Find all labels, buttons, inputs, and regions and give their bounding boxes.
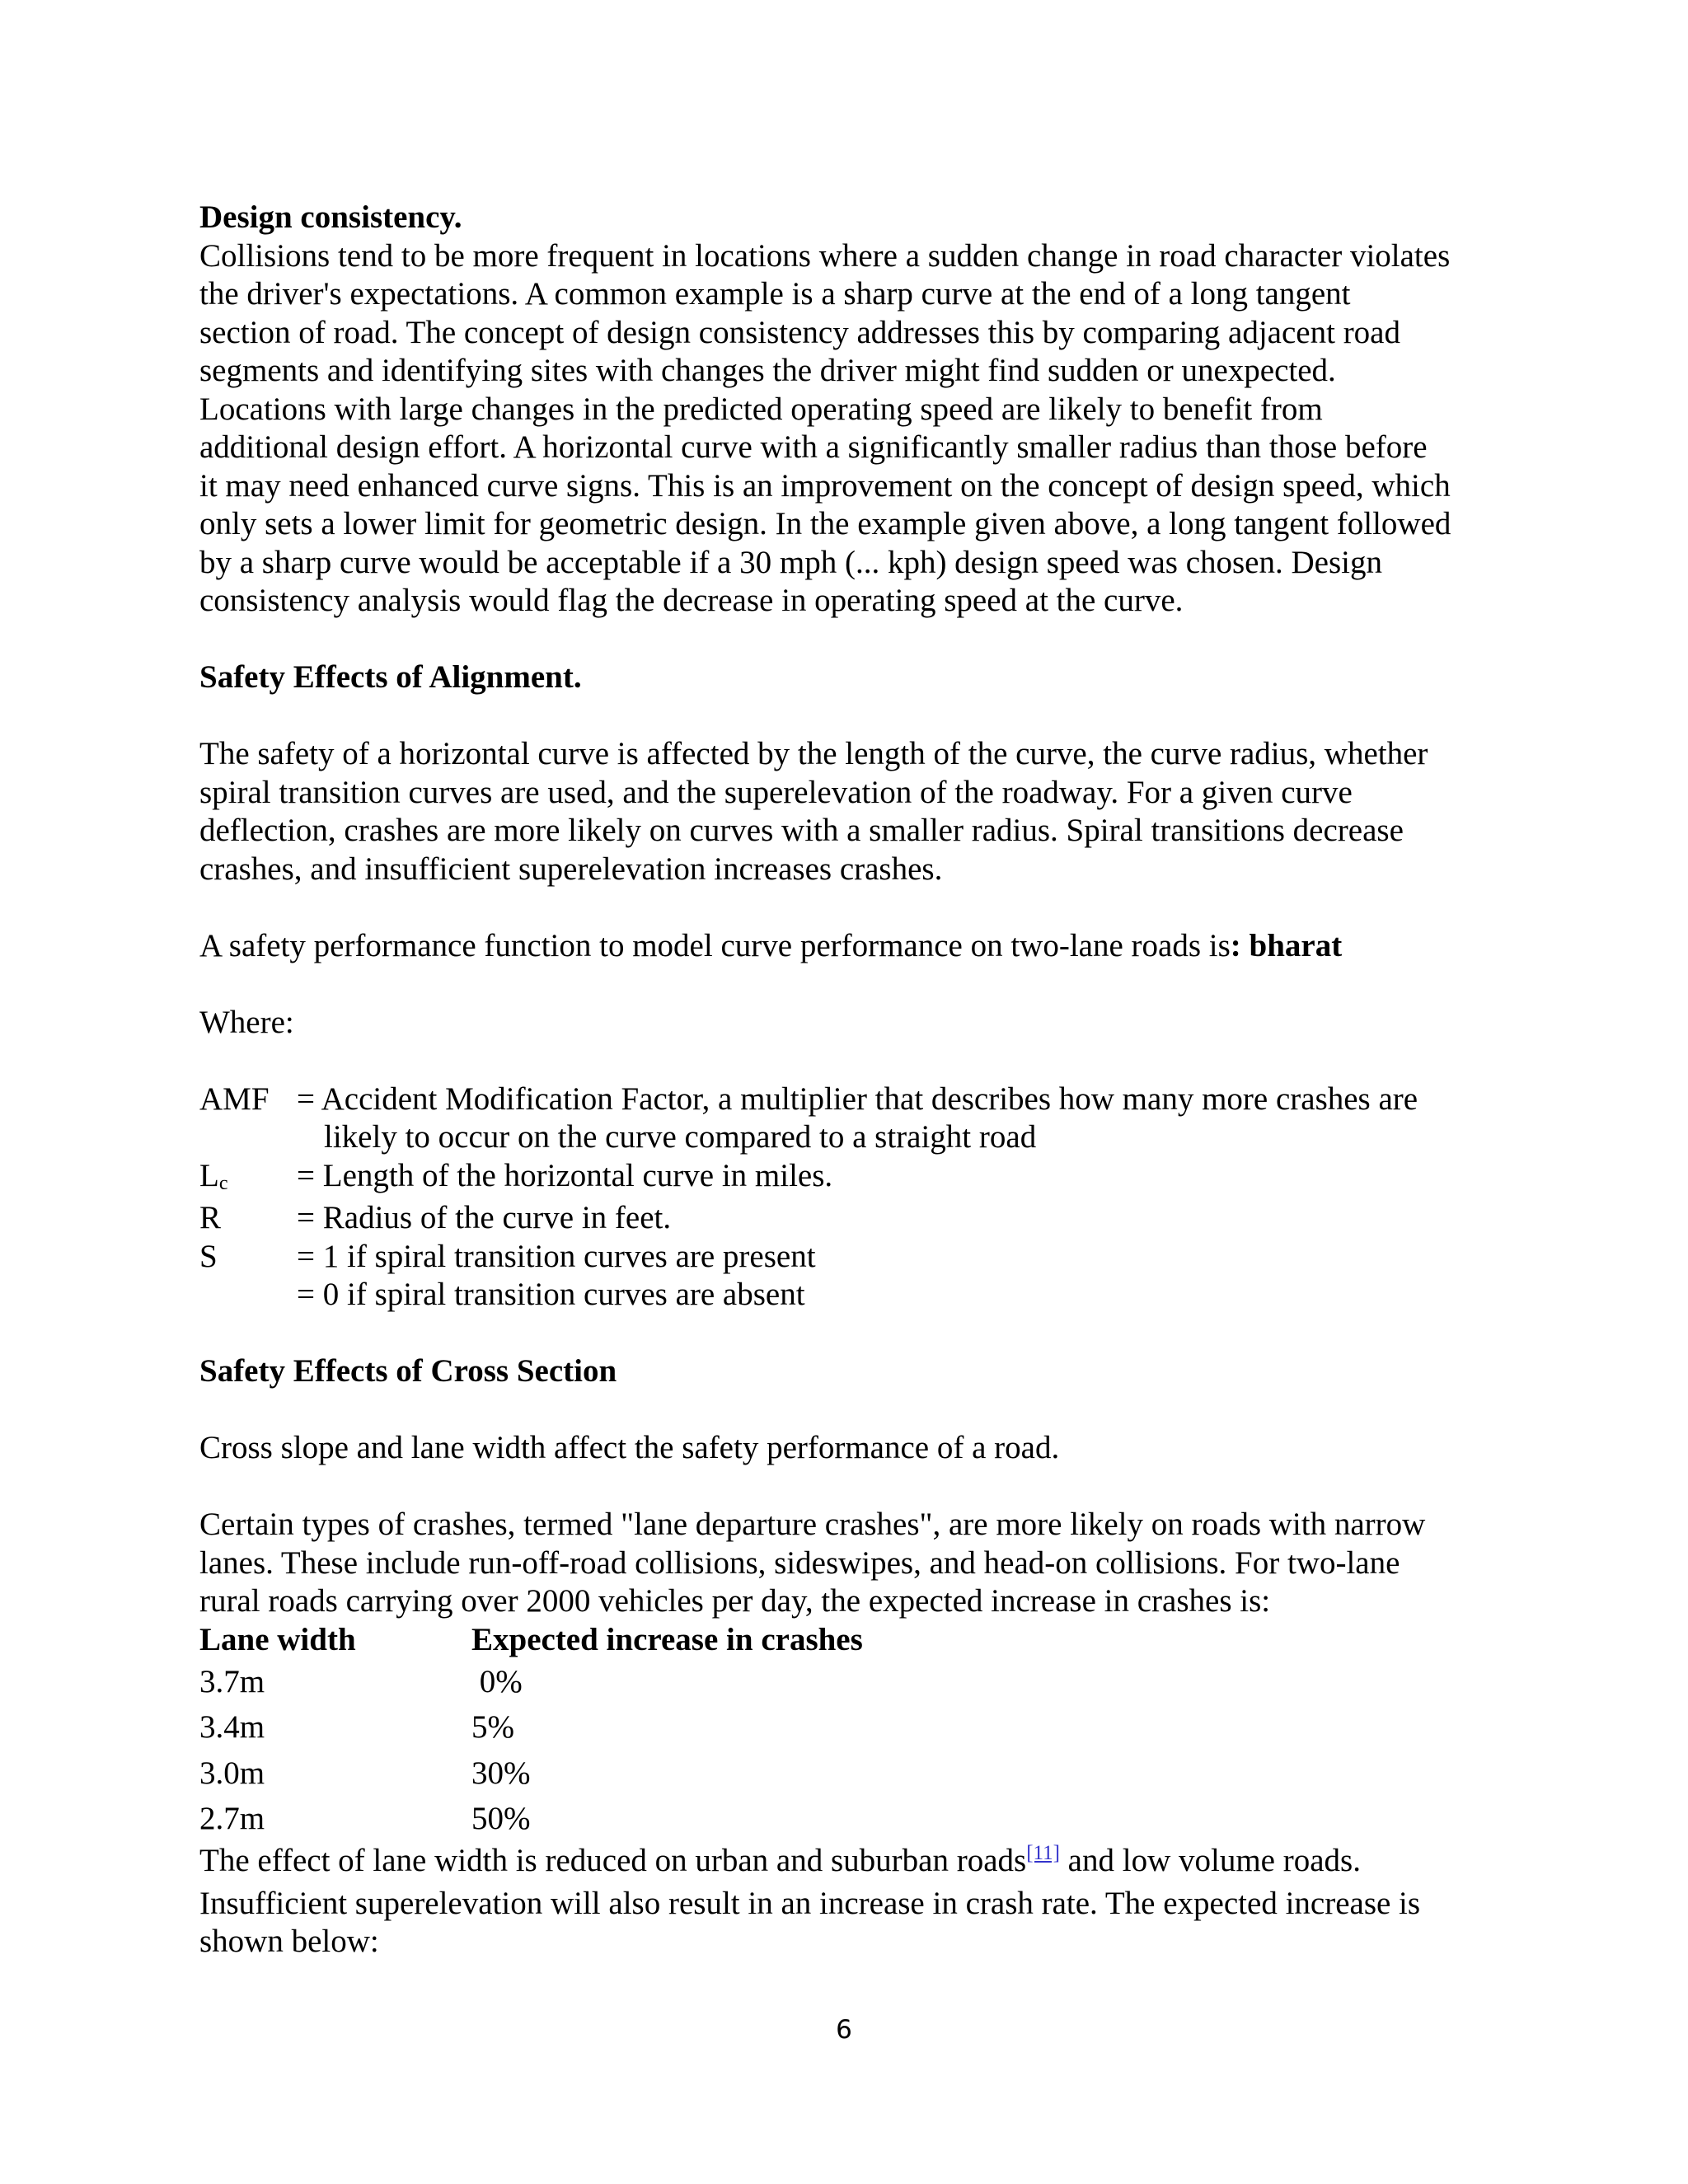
table-row (199, 1659, 863, 1705)
lane-width-table (199, 1621, 863, 1843)
paragraph-line: The safety of a horizontal curve is affected by the length of the curve, the curve radius, whether (199, 736, 1428, 771)
spf-bold: : bharat (1230, 927, 1343, 963)
spacer (199, 1315, 1518, 1353)
where-label: Where: (199, 1004, 294, 1040)
heading-safety-cross-section: Safety Effects of Cross Section (199, 1353, 617, 1389)
reference-link-11[interactable]: [11] (1026, 1842, 1060, 1864)
heading-safety-alignment: Safety Effects of Alignment. (199, 659, 582, 695)
paragraph-text: The effect of lane width is reduced on urban and suburban roads (199, 1843, 1027, 1878)
lane-width-effect-paragraph (199, 1842, 1518, 1961)
spf-text: A safety performance function to model curve performance on two-lane roads is (199, 927, 1231, 963)
spacer (199, 621, 1518, 659)
header-expected-increase: Expected increase in crashes (471, 1621, 863, 1657)
paragraph-line: crashes, and insufficient superelevation increases crashes. (199, 851, 943, 887)
lane-departure-paragraph (199, 1506, 1518, 1621)
heading-design-consistency: Design consistency. (199, 199, 462, 235)
spacer (199, 1391, 1518, 1430)
definition-amf-line1: = Accident Modification Factor, a multiplier that describes how many more crashes are (297, 1080, 1418, 1117)
spacer (199, 697, 1518, 736)
paragraph-text: and low volume roads. (1059, 1843, 1361, 1878)
header-lane-width: Lane width (199, 1621, 356, 1657)
increase-cell: 30% (471, 1755, 531, 1791)
paragraph-line: Insufficient superelevation will also result in an increase in crash rate. The expected increase is (199, 1885, 1421, 1921)
definition-s-present: = 1 if spiral transition curves are present (297, 1238, 816, 1274)
lane-width-cell: 3.4m (199, 1709, 265, 1745)
spacer (199, 1042, 1518, 1080)
paragraph-line: rural roads carrying over 2000 vehicles per day, the expected increase in crashes is: (199, 1583, 1271, 1619)
increase-cell: 5% (471, 1709, 514, 1745)
spacer (199, 1468, 1518, 1507)
paragraph-line: the driver's expectations. A common example is a sharp curve at the end of a long tangent (199, 276, 1351, 312)
paragraph-line: by a sharp curve would be acceptable if a 30 mph (... kph) design speed was chosen. Design (199, 544, 1382, 580)
increase-cell: 0% (471, 1663, 523, 1699)
symbol-amf: AMF (199, 1080, 270, 1117)
symbol-s: S (199, 1238, 218, 1274)
paragraph-line: deflection, crashes are more likely on curves with a smaller radius. Spiral transitions decrease (199, 813, 1404, 848)
page-number: 6 (836, 2015, 852, 2045)
spacer (199, 888, 1518, 927)
paragraph-line: Locations with large changes in the predicted operating speed are likely to benefit from (199, 391, 1323, 427)
symbol-lc-letter: L (199, 1157, 219, 1193)
definition-lc: = Length of the horizontal curve in miles. (297, 1157, 833, 1193)
table-row (199, 1750, 863, 1797)
design-consistency-paragraph (199, 237, 1518, 621)
paragraph-line: it may need enhanced curve signs. This is an improvement on the concept of design speed, which (199, 467, 1451, 504)
lane-width-cell: 3.0m (199, 1755, 265, 1791)
definition-r: = Radius of the curve in feet. (297, 1200, 672, 1235)
definition-amf-line2: likely to occur on the curve compared to a straight road (324, 1119, 1037, 1155)
paragraph-line: additional design effort. A horizontal curve with a significantly smaller radius than those before (199, 429, 1428, 465)
spacer (199, 965, 1518, 1004)
paragraph-line: consistency analysis would flag the decrease in operating speed at the curve. (199, 583, 1184, 618)
definitions-list (199, 1080, 1518, 1315)
cross-section-intro: Cross slope and lane width affect the safety performance of a road. (199, 1430, 1060, 1465)
increase-cell: 50% (471, 1801, 531, 1836)
alignment-paragraph (199, 735, 1518, 888)
lane-width-cell: 2.7m (199, 1801, 265, 1836)
spf-sentence (199, 927, 1518, 966)
symbol-lc (199, 1157, 297, 1200)
table-row (199, 1797, 863, 1843)
symbol-r: R (199, 1200, 222, 1235)
text-column (199, 199, 1518, 1961)
lane-width-cell: 3.7m (199, 1663, 265, 1699)
paragraph-line: lanes. These include run-off-road collisions, sideswipes, and head-on collisions. For two-lane (199, 1544, 1400, 1581)
paragraph-line: only sets a lower limit for geometric design. In the example given above, a long tangent followed (199, 506, 1451, 541)
paragraph-line: spiral transition curves are used, and the superelevation of the roadway. For a given curve (199, 774, 1353, 810)
paragraph-line: shown below: (199, 1924, 379, 1959)
table-row (199, 1705, 863, 1751)
definition-s-absent: = 0 if spiral transition curves are absent (297, 1277, 805, 1312)
paragraph-line: Collisions tend to be more frequent in locations where a sudden change in road character violates (199, 237, 1451, 274)
paragraph-line: section of road. The concept of design consistency addresses this by comparing adjacent road (199, 314, 1400, 350)
paragraph-line: Certain types of crashes, termed "lane departure crashes", are more likely on roads with narrow (199, 1507, 1426, 1542)
symbol-lc-subscript: c (218, 1172, 228, 1194)
table-header-row (199, 1621, 863, 1660)
paragraph-line: segments and identifying sites with changes the driver might find sudden or unexpected. (199, 353, 1336, 388)
